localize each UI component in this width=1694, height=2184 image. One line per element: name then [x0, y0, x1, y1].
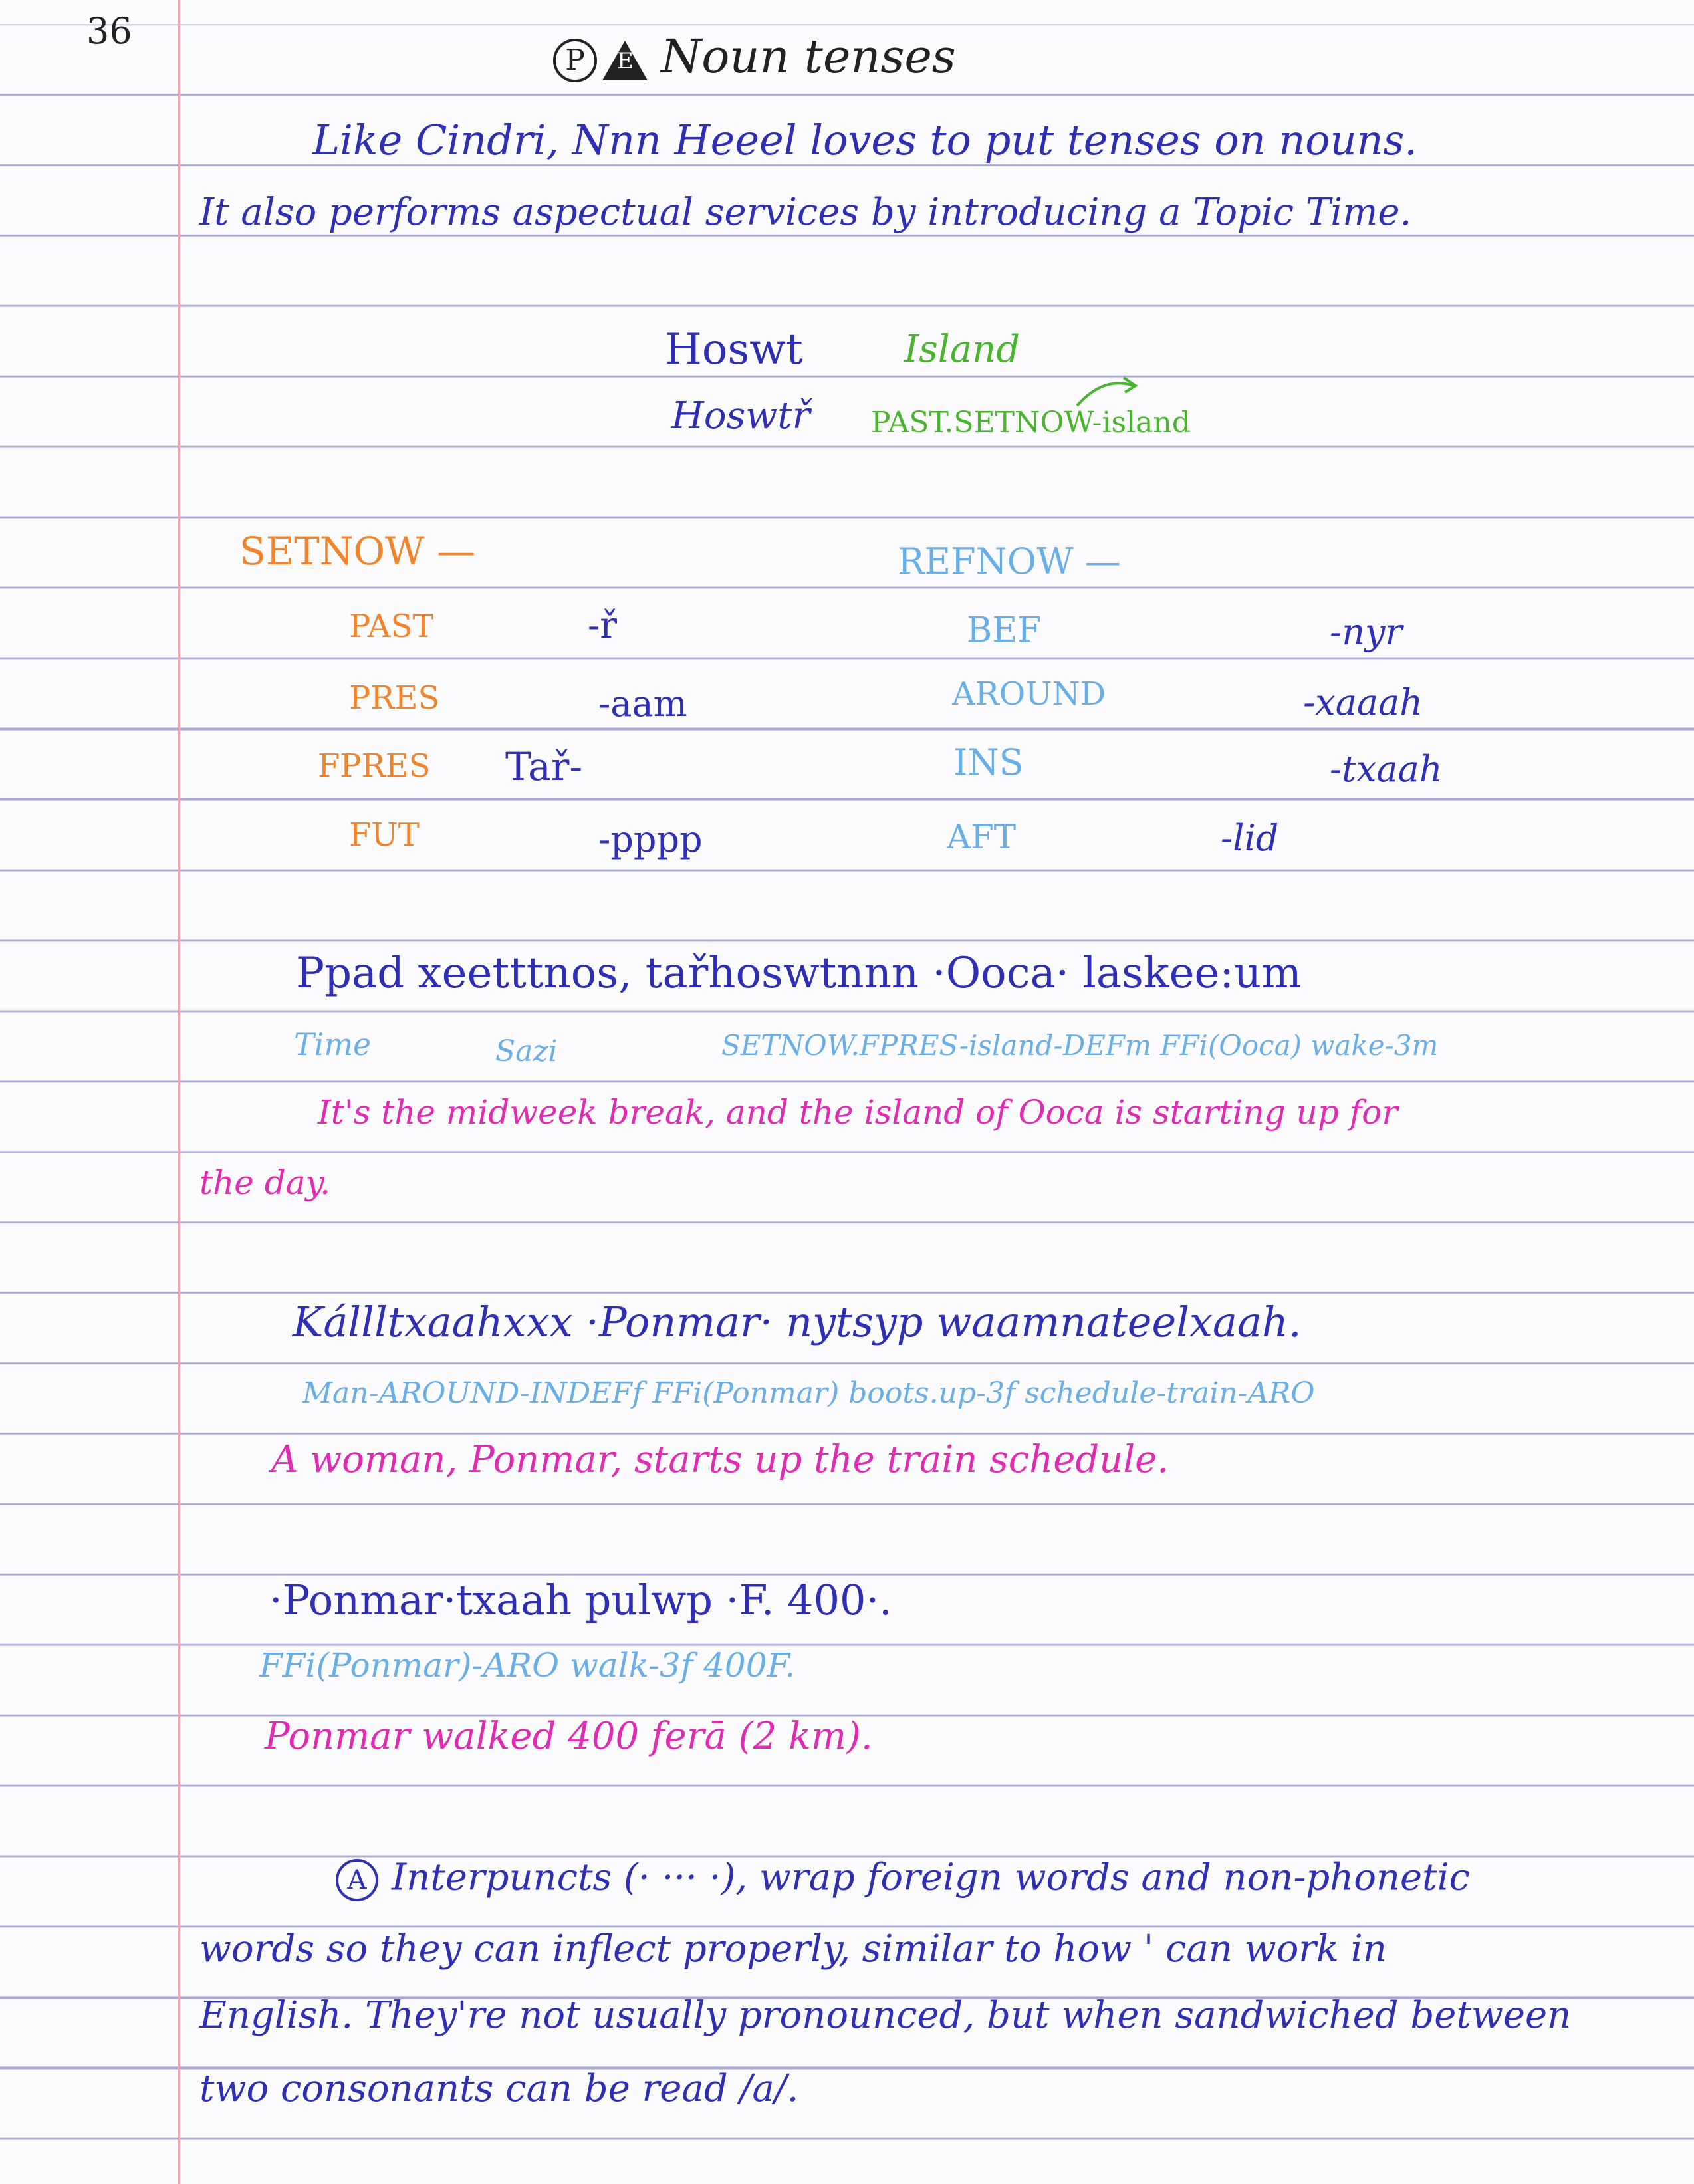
page-title [553, 29, 956, 84]
sentence3-translation: Ponmar walked 400 ferā (2 km). [265, 1715, 873, 1758]
sentence1-gloss-sazi: Sazi [495, 1034, 558, 1068]
e-badge-icon: E [602, 41, 648, 80]
sentence1-gloss-rest: SETNOW.FPRES-island-DEFm FFi(Ooca) wake-3m [721, 1029, 1439, 1062]
example-word: Hoswt [665, 325, 803, 374]
sentence2-gloss: Man-AROUND-INDEFf FFi(Ponmar) boots.up-3f schedule-train-ARO [302, 1376, 1315, 1410]
anarchy-a-icon: A [336, 1859, 378, 1901]
refnow-ins-label: INS [953, 741, 1024, 783]
sentence1-translation-line1: It's the midweek break, and the island of Ooca is starting up for [318, 1093, 1398, 1132]
refnow-heading: REFNOW — [898, 541, 1121, 582]
setnow-fpres-label: FPRES [318, 747, 431, 785]
intro-line-2: It also performs aspectual services by introducing a Topic Time. [199, 191, 1412, 234]
setnow-past-form: -ř [588, 604, 618, 646]
sentence3-text: ·Ponmar·txaah pulwp ·F. 400·. [269, 1576, 892, 1624]
refnow-around-form: -xaaah [1303, 681, 1423, 723]
note-line-1-text: Interpuncts (· ··· ·), wrap foreign words and non-phonetic [392, 1856, 1470, 1899]
setnow-heading: SETNOW — [239, 529, 476, 574]
p-badge-icon: P [553, 39, 597, 82]
setnow-past-label: PAST [349, 608, 434, 645]
example-inflected: Hoswtř [671, 394, 810, 437]
curved-arrow-icon [1070, 372, 1144, 412]
refnow-aft-form: -lid [1221, 817, 1279, 859]
setnow-fut-form: -pppp [598, 818, 703, 860]
sentence1-translation-line2: the day. [199, 1163, 331, 1202]
setnow-fut-label: FUT [349, 816, 420, 854]
title-text: Noun tenses [661, 29, 956, 84]
note-line-1 [336, 1856, 1470, 1901]
note-line-4: two consonants can be read /a/. [199, 2067, 799, 2110]
sentence1-text: Ppad xeetttnos, tařhoswtnnn ·Ooca· laskee:um [296, 949, 1302, 998]
note-line-2: words so they can inflect properly, similar to how ' can work in [199, 1927, 1387, 1971]
refnow-ins-form: -txaah [1330, 748, 1443, 790]
refnow-around-label: AROUND [952, 675, 1106, 713]
setnow-pres-label: PRES [349, 679, 440, 717]
example-inflected-gloss: PAST.SETNOW-island [871, 406, 1191, 439]
refnow-bef-form: -nyr [1330, 611, 1403, 653]
example-gloss: Island [904, 328, 1021, 371]
refnow-aft-label: AFT [947, 818, 1017, 856]
page-number: 36 [86, 10, 132, 52]
setnow-pres-form: -aam [598, 683, 687, 725]
setnow-fpres-form: Tař- [505, 744, 583, 789]
sentence2-text: Kállltxaahxxx ·Ponmar· nytsyp waamnateelxaah. [293, 1298, 1302, 1346]
sentence1-gloss-time: Time [294, 1027, 372, 1062]
refnow-bef-label: BEF [967, 610, 1042, 650]
margin-line [178, 0, 180, 2184]
sentence3-gloss: FFi(Ponmar)-ARO walk-3f 400F. [259, 1646, 796, 1685]
note-line-3: English. They're not usually pronounced, but when sandwiched between [199, 1994, 1572, 2037]
intro-line-1: Like Cindri, Nnn Heeel loves to put tenses on nouns. [312, 116, 1418, 164]
sentence2-translation: A woman, Ponmar, starts up the train schedule. [271, 1438, 1169, 1481]
